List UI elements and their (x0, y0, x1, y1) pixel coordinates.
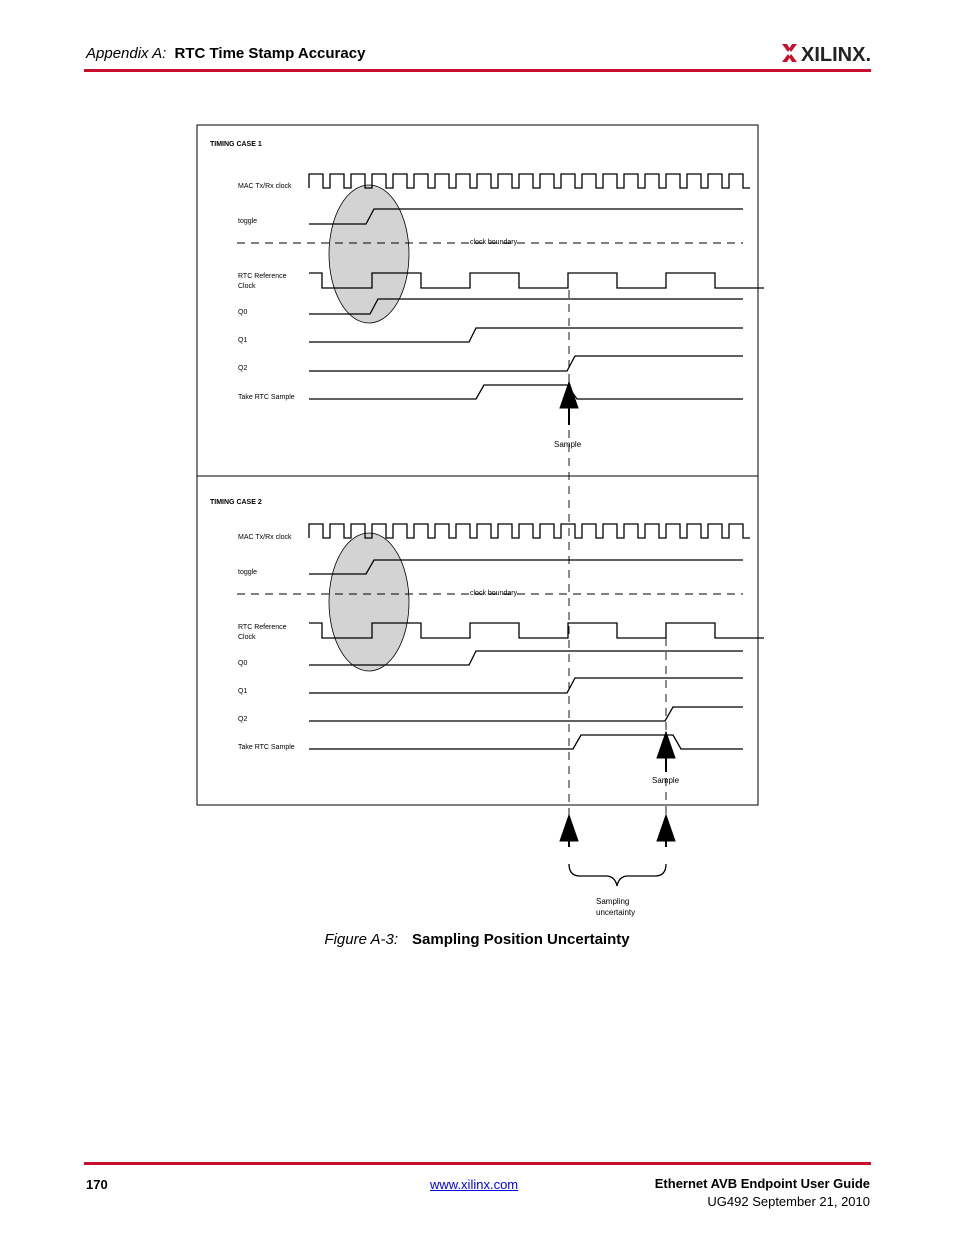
panel1-label-rtc-clock: Clock (238, 283, 256, 290)
highlight-ellipse-2 (329, 533, 409, 671)
uncertainty-label-2: uncertainty (596, 908, 636, 917)
panel1-q2 (309, 356, 743, 371)
panel2-label-take: Take RTC Sample (238, 744, 295, 751)
panel2-label-toggle: toggle (238, 569, 258, 576)
panel1-label-take: Take RTC Sample (238, 394, 295, 401)
page-number: 170 (86, 1177, 108, 1192)
panel2-label-rtc-clock: Clock (238, 634, 256, 641)
panel1-sample-arrow (560, 382, 578, 425)
footer-rule (84, 1162, 871, 1165)
logo-text: XILINX. (801, 44, 872, 66)
panel2-label-q2: Q2 (238, 716, 248, 723)
panel1-take-sample (309, 385, 743, 399)
uncertainty-brace (569, 864, 666, 886)
panel2-sample-arrow (657, 732, 675, 772)
panel2-title: TIMING CASE 2 (210, 499, 262, 506)
panel1-label-q1: Q1 (238, 337, 248, 344)
panel2-label-q0: Q0 (238, 660, 248, 667)
uncertainty-arrow-left (560, 815, 578, 847)
figure-caption (0, 931, 954, 948)
panel1-sample-label: Sample (554, 440, 582, 449)
panel2-label-mac: MAC Tx/Rx clock (238, 534, 292, 541)
caption-number: Figure A-3: (324, 931, 399, 948)
section-prefix: Appendix A: (86, 45, 167, 62)
panel1-boundary-label: clock boundary (470, 239, 518, 246)
panel1-label-toggle: toggle (238, 218, 258, 225)
panel2-label-rtc: RTC Reference (238, 624, 287, 631)
xilinx-website-link[interactable]: www.xilinx.com (430, 1177, 519, 1192)
document-id: UG492 September 21, 2010 (707, 1194, 870, 1209)
uncertainty-label-1: Sampling (596, 897, 630, 906)
highlight-ellipse-1 (329, 185, 409, 323)
uncertainty-arrow-right (657, 815, 675, 847)
section-title: RTC Time Stamp Accuracy (174, 45, 366, 62)
panel1-title: TIMING CASE 1 (210, 141, 262, 148)
panel2-label-q1: Q1 (238, 688, 248, 695)
panel1-label-q0: Q0 (238, 309, 248, 316)
panel2-sample-label: Sample (652, 776, 680, 785)
guide-title: Ethernet AVB Endpoint User Guide (654, 1176, 870, 1191)
panel2-q2 (309, 707, 743, 721)
panel2-q1 (309, 678, 743, 693)
panel2-boundary-label: clock boundary (470, 590, 518, 597)
panel1-label-mac: MAC Tx/Rx clock (238, 183, 292, 190)
caption-title: Sampling Position Uncertainty (412, 931, 630, 948)
panel1-label-q2: Q2 (238, 365, 248, 372)
panel1-label-rtc: RTC Reference (238, 273, 287, 280)
panel2-take-sample (309, 735, 743, 749)
panel1-q1 (309, 328, 743, 342)
